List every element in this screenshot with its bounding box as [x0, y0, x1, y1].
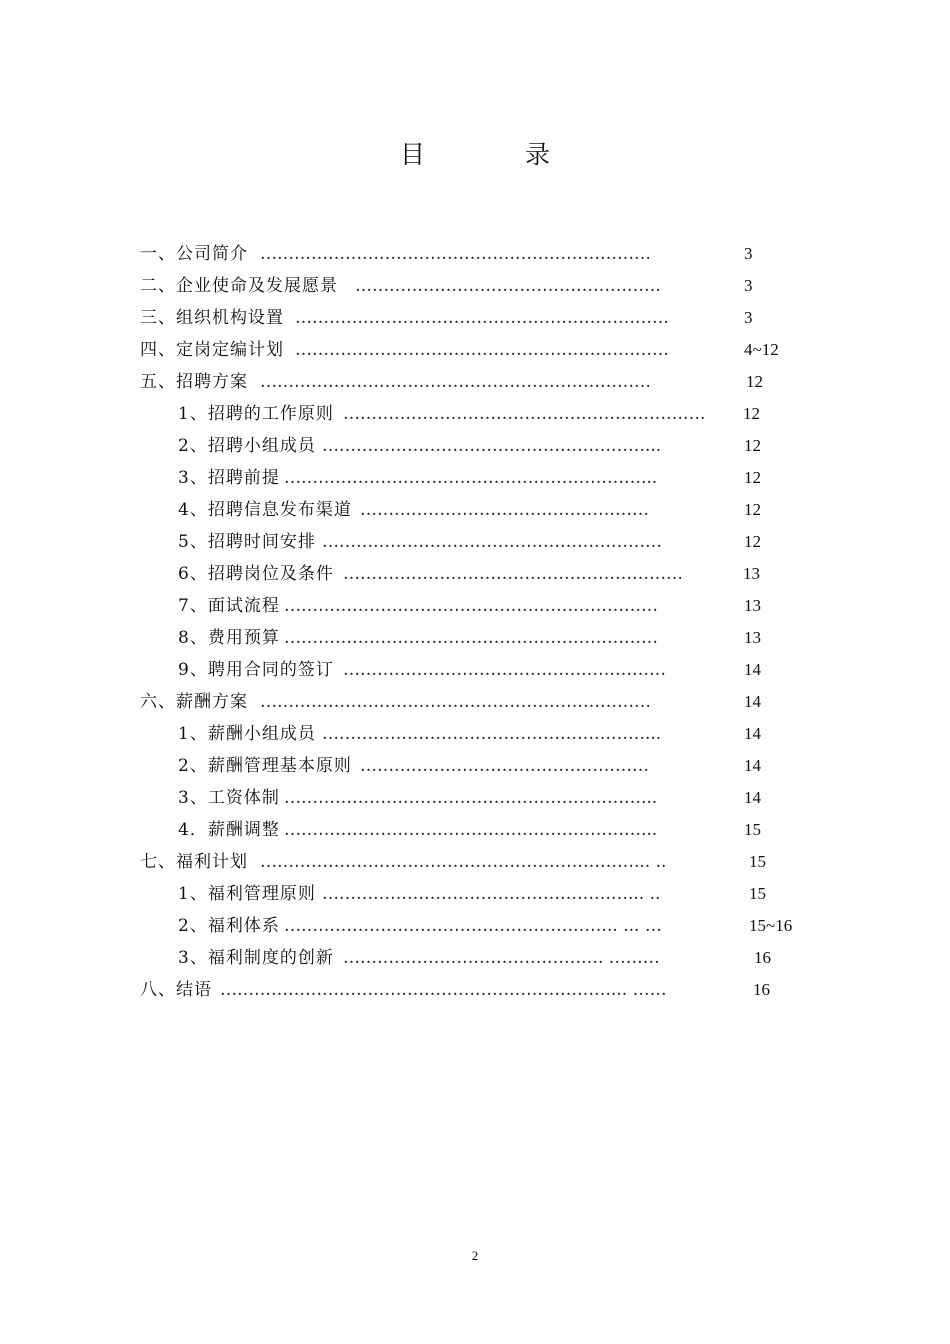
toc-entry-page: 3	[744, 244, 753, 263]
toc-dot-leader: ……………………………………………………………... ……	[220, 980, 667, 1000]
toc-entry-label: 3、福利制度的创新	[178, 948, 334, 968]
toc-entry-label: 六、薪酬方案	[140, 692, 248, 712]
toc-entry-label: 7、面试流程	[178, 596, 280, 616]
toc-entry[interactable]	[140, 846, 809, 878]
toc-entry-page: 16	[754, 948, 771, 967]
toc-entry[interactable]	[178, 558, 803, 590]
toc-entry-label: 2、薪酬管理基本原则	[178, 756, 352, 776]
toc-entry[interactable]	[140, 366, 806, 398]
toc-entry-page: 13	[744, 628, 761, 647]
toc-entry-label: 2、福利体系	[178, 916, 280, 936]
toc-entry[interactable]	[178, 718, 804, 750]
toc-entry-page: 4~12	[744, 340, 779, 359]
toc-entry-page: 14	[744, 724, 761, 743]
toc-entry-label: 1、福利管理原则	[178, 884, 316, 904]
toc-entry[interactable]	[140, 238, 804, 270]
toc-entry[interactable]	[178, 910, 809, 942]
toc-entry-page: 12	[744, 500, 761, 519]
toc-entry[interactable]	[178, 590, 804, 622]
toc-entry-page: 12	[744, 436, 761, 455]
toc-entry[interactable]	[178, 750, 804, 782]
toc-entry-page: 3	[744, 308, 753, 327]
toc-entry-page: 15	[744, 820, 761, 839]
toc-entry-label: 9、聘用合同的签订	[178, 660, 334, 680]
toc-dot-leader: ………………………………………………………...	[284, 788, 658, 808]
toc-entry-page: 3	[744, 276, 753, 295]
toc-dot-leader: …………………………………………………...	[322, 724, 662, 744]
toc-entry-label: 2、招聘小组成员	[178, 436, 316, 456]
toc-entry-page: 15~16	[749, 916, 793, 935]
toc-entry-label: 五、招聘方案	[140, 372, 248, 392]
toc-entry-label: 3、招聘前提	[178, 468, 280, 488]
toc-entry-page: 14	[744, 756, 761, 775]
toc-entry-page: 12	[744, 468, 761, 487]
toc-entry[interactable]	[178, 430, 804, 462]
toc-entry-label: 5、招聘时间安排	[178, 532, 316, 552]
toc-entry-label: 三、组织机构设置	[140, 308, 284, 328]
toc-entry[interactable]	[178, 526, 804, 558]
toc-entry-label: 二、企业使命及发展愿景	[140, 276, 338, 296]
toc-title: 目 录	[400, 140, 596, 169]
toc-dot-leader: ……………………………………………………	[322, 532, 662, 552]
toc-entry[interactable]	[178, 782, 804, 814]
toc-entry-page: 14	[744, 692, 761, 711]
toc-entry-page: 13	[744, 596, 761, 615]
toc-entry-page: 12	[743, 404, 760, 423]
toc-entry[interactable]	[140, 974, 813, 1006]
toc-entry[interactable]	[178, 654, 804, 686]
toc-entry[interactable]	[178, 622, 804, 654]
toc-dot-leader: ……………………………………………	[360, 756, 649, 776]
toc-dot-leader: ……………………………………………………	[343, 564, 683, 584]
toc-dot-leader: ……………………………………………	[360, 500, 649, 520]
toc-dot-leader: ………………………………………. ………	[343, 948, 660, 968]
toc-entry[interactable]	[140, 302, 804, 334]
toc-entry[interactable]	[140, 270, 804, 302]
toc-dot-leader: ………………………………………………….. ... …	[284, 916, 662, 936]
toc-dot-leader: ………………………………………………	[355, 276, 661, 296]
toc-entry[interactable]	[178, 398, 803, 430]
toc-dot-leader: …………………………………………………………	[284, 628, 658, 648]
toc-entry-page: 14	[744, 660, 761, 679]
toc-entry-label: 七、福利计划	[140, 852, 248, 872]
toc-entry-label: 4、招聘信息发布渠道	[178, 500, 352, 520]
toc-entry-page: 15	[749, 852, 766, 871]
toc-entry-label: 一、公司简介	[140, 244, 248, 264]
toc-dot-leader: ………………………………………………... ..	[322, 884, 661, 904]
toc-entry-label: 四、定岗定编计划	[140, 340, 284, 360]
toc-dot-leader: …………………………………………………………	[295, 340, 669, 360]
toc-entry[interactable]	[178, 878, 809, 910]
toc-dot-leader: ……………………………………………………………	[260, 244, 651, 264]
toc-dot-leader: ……………………………………………………………	[260, 372, 651, 392]
toc-dot-leader: ……………………………………………………….	[343, 404, 706, 424]
toc-dot-leader: …………………………………………………	[343, 660, 666, 680]
toc-dot-leader: ……………………………………………………………	[260, 692, 651, 712]
toc-dot-leader: …………………………………………………………	[284, 596, 658, 616]
toc-dot-leader: ………………………………………………………...	[284, 468, 658, 488]
toc-dot-leader: ………………………………………………………...	[284, 820, 658, 840]
toc-dot-leader: …………………………………………………...	[322, 436, 662, 456]
toc-entry-page: 12	[746, 372, 763, 391]
toc-entry-label: 6、招聘岗位及条件	[178, 564, 334, 584]
toc-entry-page: 14	[744, 788, 761, 807]
toc-entry-page: 16	[753, 980, 770, 999]
toc-entry[interactable]	[178, 462, 804, 494]
page-number: 2	[471, 1248, 479, 1263]
toc-entry-page: 12	[744, 532, 761, 551]
toc-entry[interactable]	[140, 686, 804, 718]
toc-entry-page: 15	[749, 884, 766, 903]
toc-entry-label: 1、招聘的工作原则	[178, 404, 334, 424]
toc-entry-label: 八、结语	[140, 980, 212, 1000]
toc-dot-leader: …………………………………………………………... ..	[260, 852, 667, 872]
toc-entry[interactable]	[178, 814, 804, 846]
toc-entry-label: 1、薪酬小组成员	[178, 724, 316, 744]
toc-entry-label: 8、费用预算	[178, 628, 280, 648]
toc-entry[interactable]	[140, 334, 804, 366]
toc-entry-label: 4．薪酬调整	[178, 820, 280, 840]
toc-entry[interactable]	[178, 494, 804, 526]
toc-entry-page: 13	[743, 564, 760, 583]
toc-entry-label: 3、工资体制	[178, 788, 280, 808]
toc-entry[interactable]	[178, 942, 814, 974]
toc-dot-leader: …………………………………………………………	[295, 308, 669, 328]
